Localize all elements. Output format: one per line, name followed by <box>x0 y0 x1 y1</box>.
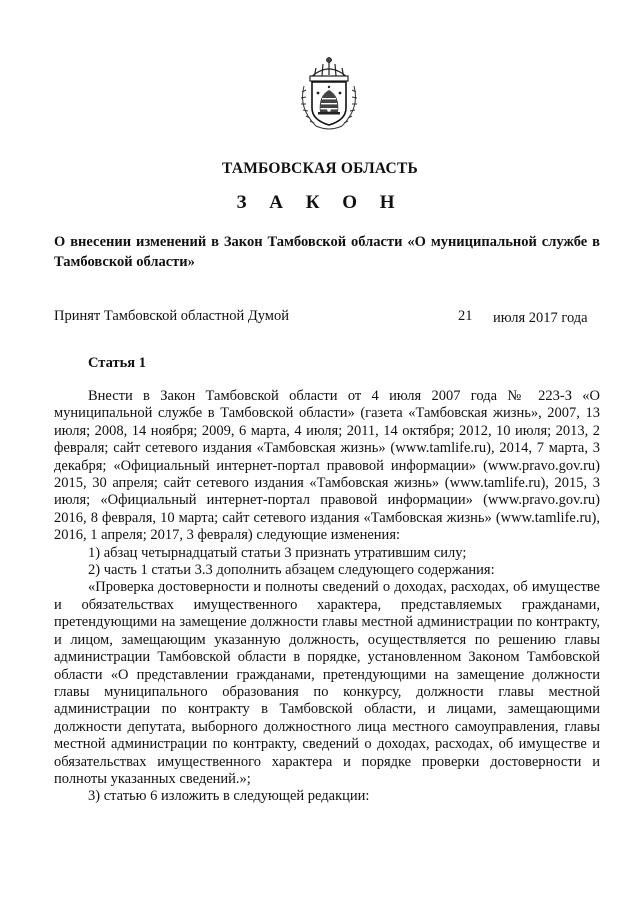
adoption-month-year: июля 2017 года <box>493 310 588 326</box>
adoption-label: Принят Тамбовской областной Думой <box>54 308 289 324</box>
article-paragraph: 3) статью 6 изложить в следующей редакции: <box>88 788 370 805</box>
article-paragraph: Внести в Закон Тамбовской области от 4 июля 2007 года № 223-З «О муниципальной службе в Тамбовской области» (газета «Тамбовская жизнь», 2007, 13 июля; 2008, 14 ноября; 2009, 6 марта, 4 июля; 2011, 14 октября; 2012, 10 июля; 2013, 2 февраля; сайт сетевого издания «Тамбовская жизнь» (www.tamlife.ru), 2014, 7 марта, 3 декабря; «Официальный интернет-портал правовой информации» (www.pravo.gov.ru) 2015, 30 апреля; сайт сетевого издания «Тамбовская жизнь» (www.tamlife.ru), 2015, 3 июля; «Официальный интернет-портал правовой информации» (www.pravo.gov.ru) 2016, 8 февраля, 10 марта; сайт сетевого издания «Тамбовская жизнь» (www.tamlife.ru), 2016, 1 апреля; 2017, 3 февраля) следующие изменения: <box>54 388 600 544</box>
article-paragraph: 2) часть 1 статьи 3.3 дополнить абзацем следующего содержания: <box>88 562 495 579</box>
adoption-day: 21 <box>458 308 473 324</box>
article-paragraph: «Проверка достоверности и полноты сведений о доходах, расходах, об имуществе и обязательствах имущественного характера, представляемых гражданами, претендующими на замещение должности главы местной администрации по контракту, и лицом, замещающим указанную должность, осуществляется по решению главы администрации Тамбовской области в порядке, установленном Законом Тамбовской области «О представлении гражданами, претендующими на замещение должности главы муниципального образования по конкурсу, должности главы местной администрации по контракту в Тамбовской области, и лицами, замещающими должности депутата, выборного должностного лица местного самоуправления, главы местной администрации по контракту, сведений о доходах, расходах, об имуществе и обязательствах имущественного характера и порядке проверки достоверности и полноты указанных сведений.»; <box>54 579 600 787</box>
law-subject: О внесении изменений в Закон Тамбовской области «О муниципальной службе в Тамбовской области» <box>54 234 600 270</box>
article-body <box>54 388 600 806</box>
document-type-title: З А К О Н <box>236 192 404 213</box>
coat-of-arms-emblem <box>296 56 362 132</box>
region-title: ТАМБОВСКАЯ ОБЛАСТЬ <box>222 160 418 177</box>
article-heading: Статья 1 <box>88 355 146 371</box>
article-paragraph: 1) абзац четырнадцатый статьи 3 признать утратившим силу; <box>88 544 467 561</box>
